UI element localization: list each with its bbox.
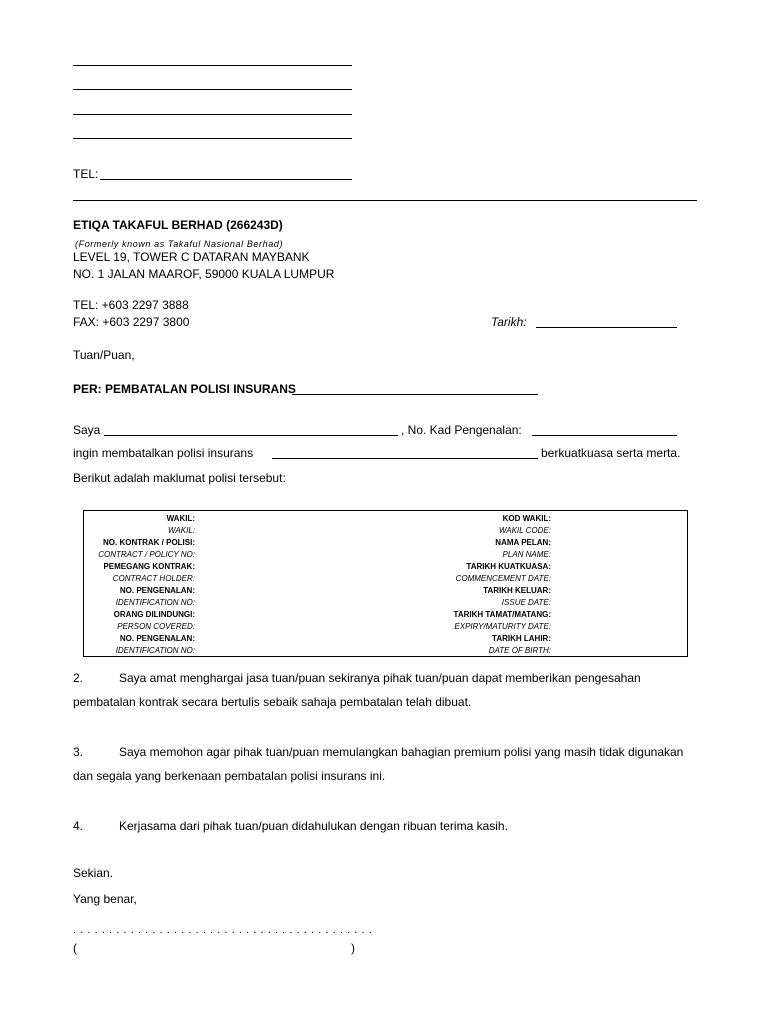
left-field-label: NO. PENGENALAN: (119, 586, 195, 595)
left-field-label: IDENTIFICATION NO: (115, 646, 195, 655)
company-name: ETIQA TAKAFUL BERHAD (266243D) (73, 218, 283, 232)
company-fax: FAX: +603 2297 3800 (73, 315, 190, 329)
signature-dots[interactable]: . . . . . . . . . . . . . . . . . . . . . . . . . . . . . . . . . . . . . . . . . . (73, 924, 373, 936)
paragraph-3 (73, 740, 693, 788)
ic-field[interactable] (532, 435, 677, 436)
ic-label: , No. Kad Pengenalan: (401, 423, 522, 437)
policy-info-table (83, 510, 688, 657)
left-field-label: WAKIL: (166, 514, 195, 523)
name-field[interactable] (104, 435, 398, 436)
paragraph-4-text: Kerjasama dari pihak tuan/puan didahulukan dengan ribuan terima kasih. (119, 819, 508, 833)
paragraph-3-number: 3. (73, 745, 84, 759)
subject: PER: PEMBATALAN POLISI INSURANS (73, 382, 296, 396)
date-field[interactable] (536, 327, 677, 328)
right-field-label: TARIKH KELUAR: (483, 586, 551, 595)
right-field-label: TARIKH TAMAT/MATANG: (453, 610, 551, 619)
signature-paren-open: ( (73, 941, 77, 955)
paragraph-4-number: 4. (73, 819, 84, 833)
policy-info-left-column (84, 513, 195, 657)
saya-label: Saya (73, 423, 101, 437)
paragraph-2-text: Saya amat menghargai jasa tuan/puan sekiranya pihak tuan/puan dapat memberikan pengesahan pembatalan kontrak secara bertulis sebaik sahaja pembatalan telah dibuat. (73, 671, 641, 709)
company-address-line1: LEVEL 19, TOWER C DATARAN MAYBANK (73, 250, 310, 264)
sender-address-line-4[interactable] (73, 138, 352, 139)
company-formerly: (Formerly known as Takaful Nasional Berhad) (75, 239, 284, 249)
salutation: Tuan/Puan, (73, 348, 135, 362)
paragraph-2-number: 2. (73, 671, 84, 685)
left-field-label: NO. PENGENALAN: (119, 634, 195, 643)
right-field-label: TARIKH LAHIR: (492, 634, 551, 643)
left-field-label: CONTRACT HOLDER: (112, 574, 195, 583)
right-field-label: DATE OF BIRTH: (488, 646, 551, 655)
left-field-label: WAKIL: (168, 526, 195, 535)
sender-address-line-1[interactable] (73, 65, 352, 66)
date-label: Tarikh: (491, 315, 527, 329)
policy-info-right-column (384, 513, 551, 657)
company-tel: TEL: +603 2297 3888 (73, 298, 189, 312)
sender-tel-label: TEL: (73, 167, 99, 181)
paragraph-4 (73, 814, 693, 838)
right-field-label: NAMA PELAN: (495, 538, 551, 547)
left-field-label: IDENTIFICATION NO: (115, 598, 195, 607)
subject-field[interactable] (292, 394, 538, 395)
sender-tel-line[interactable] (100, 179, 352, 180)
effective-text: berkuatkuasa serta merta. (541, 446, 681, 460)
right-field-label: PLAN NAME: (502, 550, 551, 559)
signature-paren-close: ) (351, 941, 355, 955)
left-field-label: PERSON COVERED: (117, 622, 195, 631)
sender-address-line-3[interactable] (73, 114, 352, 115)
paragraph-3-text: Saya memohon agar pihak tuan/puan memulangkan bahagian premium polisi yang masih tidak digunakan dan segala yang berkenaan pembatalan polisi insurans ini. (73, 745, 684, 783)
details-intro: Berikut adalah maklumat polisi tersebut: (73, 471, 286, 485)
right-field-label: WAKIL CODE: (498, 526, 551, 535)
policy-field[interactable] (272, 458, 538, 459)
left-field-label: CONTRACT / POLICY NO: (98, 550, 195, 559)
right-field-label: EXPIRY/MATURITY DATE: (454, 622, 551, 631)
left-field-label: PEMEGANG KONTRAK: (103, 562, 195, 571)
sender-address-line-2[interactable] (73, 89, 352, 90)
closing-sekian: Sekian. (73, 866, 114, 880)
right-field-label: ISSUE DATE: (501, 598, 551, 607)
closing-yang-benar: Yang benar, (73, 892, 137, 906)
paragraph-2 (73, 666, 693, 714)
company-address-line2: NO. 1 JALAN MAAROF, 59000 KUALA LUMPUR (73, 267, 335, 281)
left-field-label: ORANG DILINDUNGI: (113, 610, 195, 619)
cancel-text: ingin membatalkan polisi insurans (73, 446, 254, 460)
right-field-label: COMMENCEMENT DATE: (455, 574, 551, 583)
right-field-label: KOD WAKIL: (502, 514, 551, 523)
right-field-label: TARIKH KUATKUASA: (466, 562, 551, 571)
separator-rule (73, 200, 697, 201)
left-field-label: NO. KONTRAK / POLISI: (103, 538, 195, 547)
